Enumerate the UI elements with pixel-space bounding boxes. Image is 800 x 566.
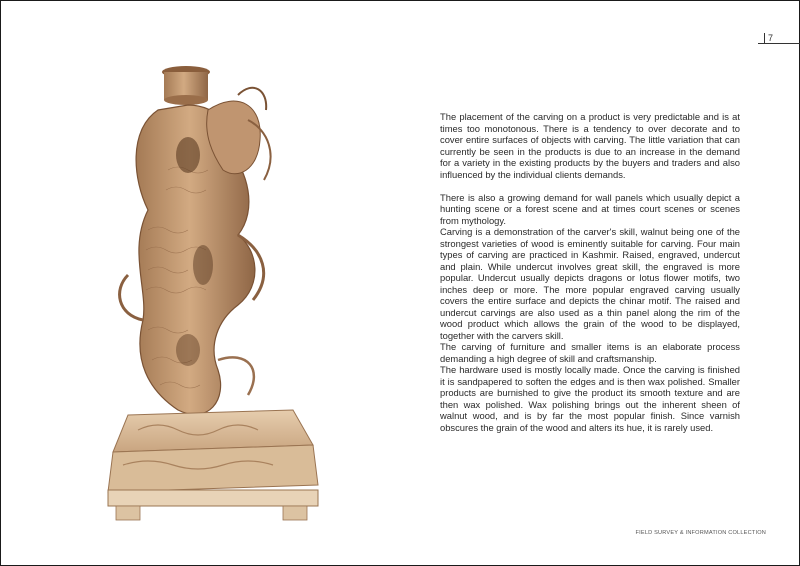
page-footer: FIELD SURVEY & INFORMATION COLLECTION (635, 530, 766, 536)
paragraph-carving-types: Carving is a demonstration of the carver's skill, walnut being one of the strongest varieties of wood is eminently suitable for carving. Four main types of carving are practiced in Kashmir. Raised, engraved, undercut and plain. While undercut involves great skill, the engraved is more popular. Undercut usually depicts dragons or lotus flower motifs, two inches deep or more. The more popular engraved carving usually covers the entire surface and depicts the chinar motif. The raised and undercut carvings are also used as a thin panel along the rim of the wood product which allows the grain of the wood to be displayed, together with the carvers skill. (440, 226, 740, 341)
paragraph-wall-panels: There is also a growing demand for wall panels which usually depict a hunting scene or a forest scene and at times court scenes or scenes from mythology. (440, 191, 740, 226)
page-number: 7 (764, 33, 800, 43)
page-number-rule (758, 43, 800, 44)
body-text (440, 111, 740, 433)
paragraph-hardware-finish: The hardware used is mostly locally made. Once the carving is finished it is sandpapered to soften the edges and is then wax polished. Smaller products are burnished to give the product its smooth texture and are then wax polished. Wax polishing brings out the inherent sheen of walnut wood, and is by far the most popular finish. Since varnish obscures the grain of the wood and alters its hue, it is rarely used. (440, 364, 740, 433)
paragraph-furniture: The carving of furniture and smaller items is an elaborate process demanding a high degree of skill and craftsmanship. (440, 341, 740, 364)
paragraph-carving-placement: The placement of the carving on a product is very predictable and is at times too monotonous. There is a tendency to over decorate and to cover entire surfaces of objects with carving. The little variation that can currently be seen in the products is due to an increase in the demand for a variety in the existing products by the buyers and traders and also influenced by the individual clients demands. (440, 111, 740, 180)
walnut-dragon-carving-figure (88, 60, 338, 530)
